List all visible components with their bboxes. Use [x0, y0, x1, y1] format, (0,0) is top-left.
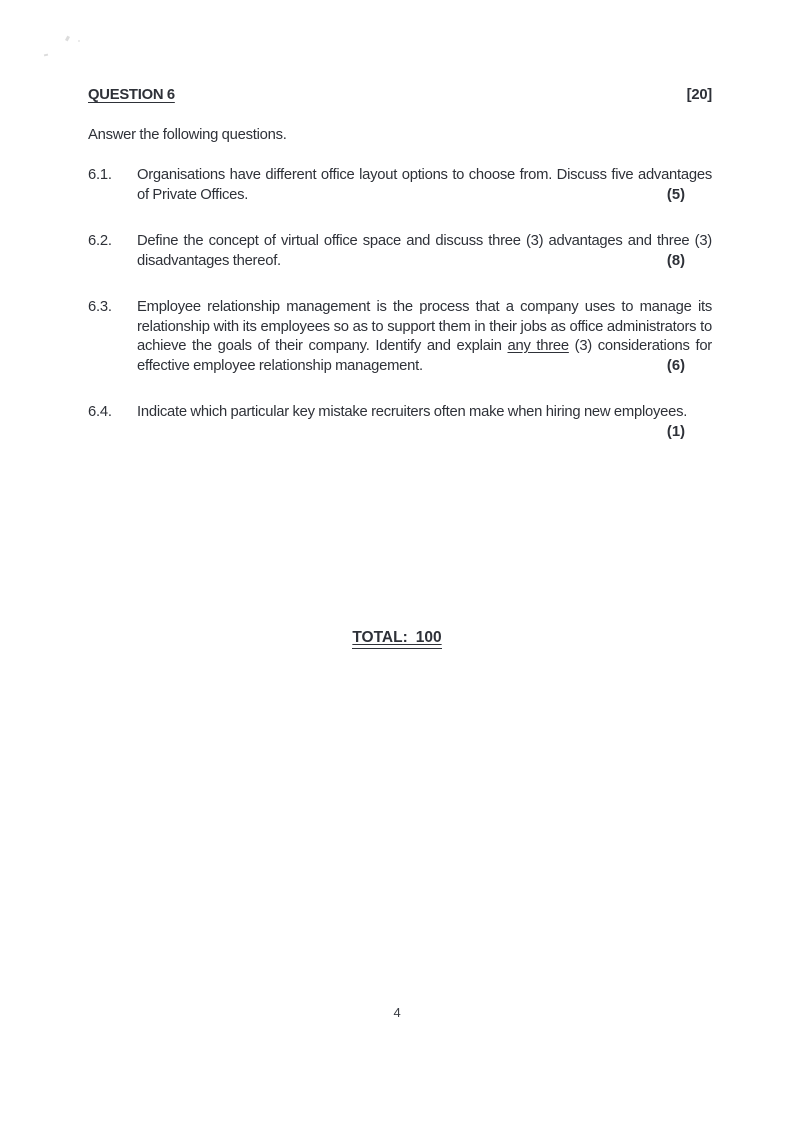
question-item-6-3	[88, 298, 712, 376]
marks-badge: (5)	[666, 186, 685, 203]
question-body-underlined: any three	[507, 338, 569, 354]
scan-artifact-speck	[44, 54, 48, 57]
question-number: 6.3.	[88, 299, 112, 315]
question-title: QUESTION 6	[88, 87, 175, 103]
instruction-text: Answer the following questions.	[88, 126, 287, 143]
question-number: 6.4.	[88, 404, 112, 420]
question-item-6-1	[88, 166, 712, 205]
question-body: Define the concept of virtual office space and discuss three (3) advantages and three (3) disadvantages thereof.	[137, 233, 712, 269]
question-body-pre: Employee relationship management is the process that a company uses to manage its relationship with its employees so as to support them in their jobs as office administrators to achieve the goals of their company. Identify and explain	[137, 299, 712, 354]
question-text	[137, 232, 712, 271]
question-body: Indicate which particular key mistake recruiters often make when hiring new employees.	[137, 404, 688, 420]
question-number: 6.2.	[88, 233, 112, 249]
question-header	[88, 86, 712, 106]
page-content	[88, 86, 712, 442]
question-body: Organisations have different office layout options to choose from. Discuss five advantages of Private Offices.	[137, 167, 712, 203]
question-text	[137, 298, 712, 376]
total-marks-text: TOTAL: 100	[352, 629, 441, 649]
question-list	[88, 166, 712, 442]
question-number: 6.1.	[88, 167, 112, 183]
total-marks-line	[0, 628, 794, 648]
question-item-6-2	[88, 232, 712, 271]
marks-badge: (1)	[666, 423, 685, 440]
question-text	[137, 166, 712, 205]
page-number: 4	[393, 1005, 401, 1020]
marks-badge: (6)	[666, 357, 685, 374]
question-total-marks: [20]	[686, 87, 712, 103]
marks-badge: (8)	[666, 252, 685, 269]
scan-artifact-speck	[78, 40, 80, 42]
question-body-post: (3) considerations for effective employee relationship management.	[137, 338, 712, 374]
scan-artifact-speck	[65, 36, 70, 42]
question-text	[137, 403, 712, 442]
question-item-6-4	[88, 403, 712, 442]
